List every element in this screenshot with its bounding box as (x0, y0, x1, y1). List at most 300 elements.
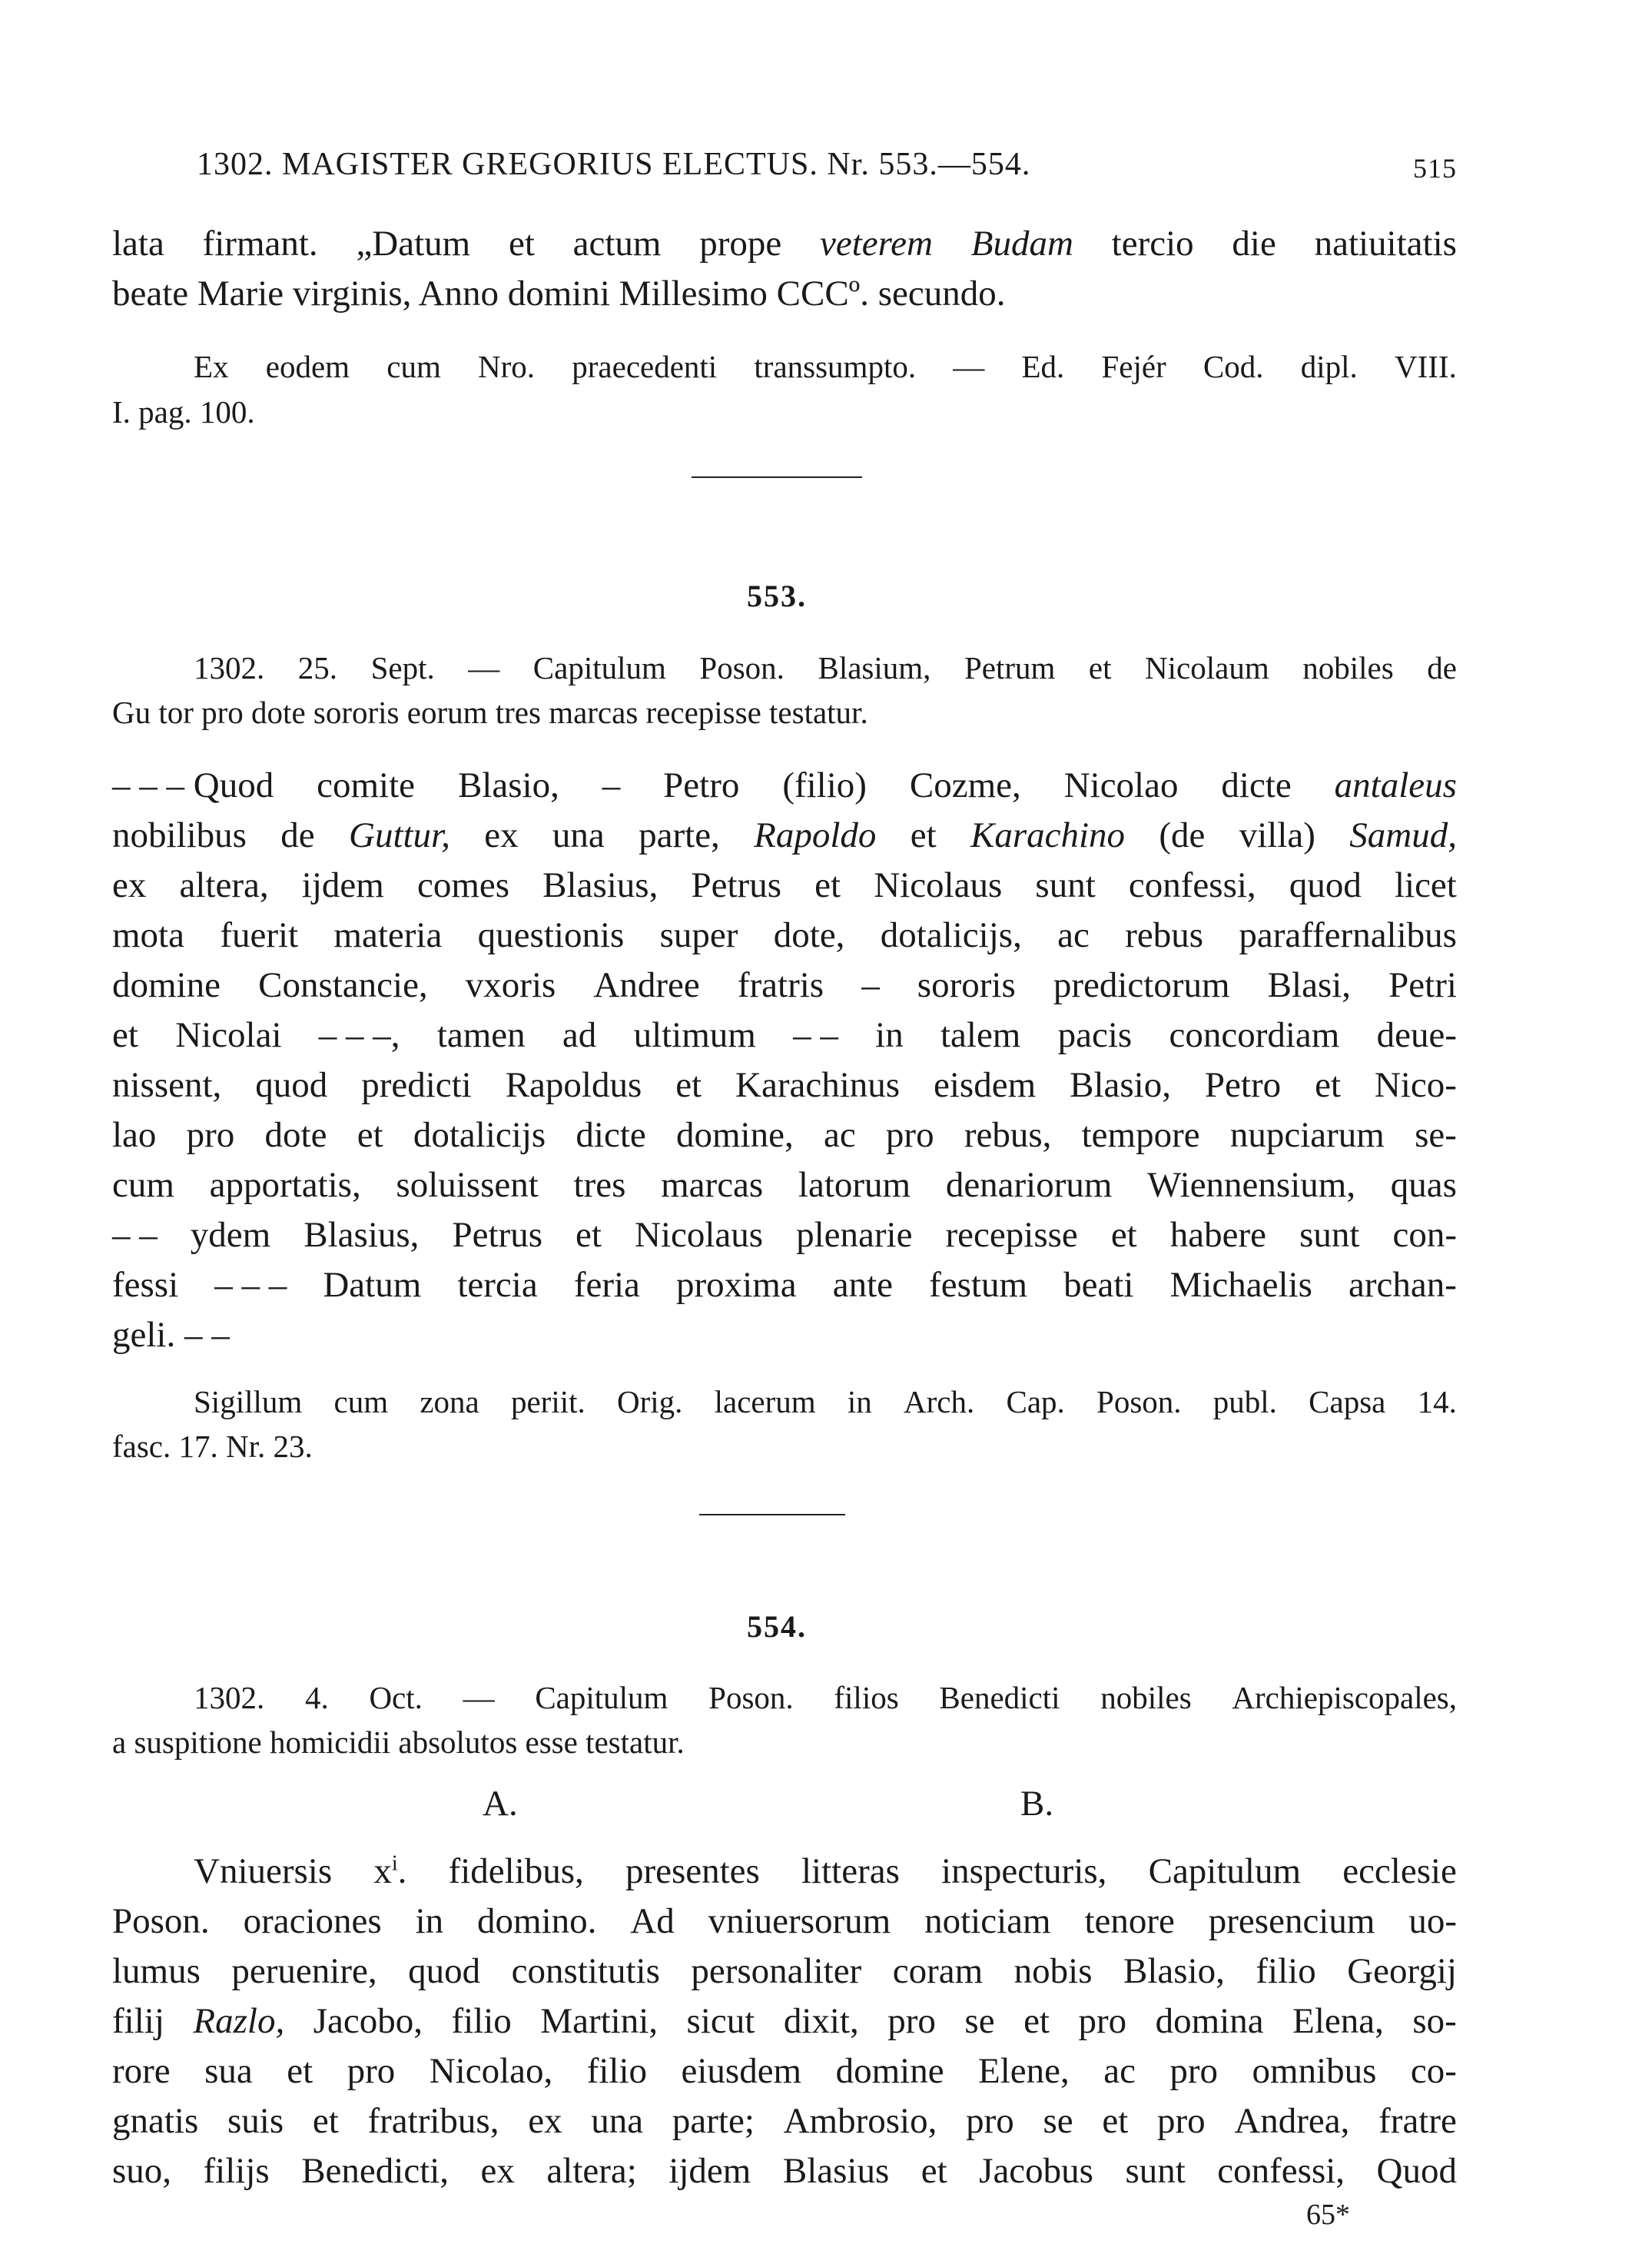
word: et (112, 1015, 138, 1055)
word: Poson. (112, 1901, 210, 1941)
word: concordiam (1169, 1015, 1340, 1055)
word: archan- (1348, 1265, 1457, 1305)
word: recepisse (945, 1215, 1078, 1255)
word: pro (1156, 2101, 1206, 2141)
word: dotalicijs (413, 1115, 546, 1155)
word: domino. (477, 1901, 597, 1941)
word: Rapoldus (505, 1065, 642, 1105)
word: sunt (1299, 1215, 1360, 1255)
word: prope (699, 224, 782, 264)
word: — (468, 650, 500, 685)
word: nissent, (112, 1065, 222, 1105)
running-head-title: 1302. MAGISTER GREGORIUS ELECTUS. Nr. 553.—554. (197, 147, 1031, 182)
source-note-line (194, 348, 1457, 385)
body-line (112, 223, 1457, 264)
word: eodem (265, 349, 350, 384)
word: beati (1063, 1265, 1134, 1305)
word: et (312, 2101, 339, 2141)
word: Fejér (1101, 349, 1166, 384)
column-label-b: B. (1020, 1784, 1054, 1824)
word: dote, (773, 915, 845, 955)
word: Blasio, (1123, 1951, 1225, 1991)
word: ex (528, 2101, 562, 2141)
word: parte; (672, 2101, 755, 2141)
word: suo, (112, 2151, 172, 2191)
word: Nicolaum (1145, 650, 1269, 685)
word: $x^i$. (373, 1851, 407, 1891)
word: pro (885, 1115, 934, 1155)
word: Nicolao (1063, 765, 1179, 805)
word: periit. (510, 1384, 585, 1419)
word: domine (835, 2051, 944, 2091)
body-line (112, 2100, 1457, 2142)
word: tenore (1084, 1901, 1175, 1941)
word: proxima (676, 1265, 797, 1305)
word: personaliter (691, 1951, 862, 1991)
word: domina (1155, 2001, 1264, 2041)
word: predicti (361, 1065, 472, 1105)
word: lacerum (714, 1384, 816, 1419)
word: una (552, 815, 605, 855)
word: mota (112, 915, 184, 955)
word: Constancie, (258, 965, 428, 1005)
word: omnibus (1252, 2051, 1377, 2091)
word: VIII. (1395, 349, 1457, 384)
word: 1302. (194, 1680, 265, 1715)
word: Capitulum (532, 650, 666, 685)
body-line (112, 1164, 1457, 1206)
word: Poson. (1096, 1384, 1182, 1419)
word: et (1088, 650, 1112, 685)
word: fratre (1378, 2101, 1457, 2141)
word: fratribus, (367, 2101, 499, 2141)
word: transsumpto. (754, 349, 917, 384)
word: suis (227, 2101, 284, 2141)
word: et (921, 2151, 947, 2191)
word: et (287, 2051, 313, 2091)
word: tempore (1081, 1115, 1200, 1155)
word: in (415, 1901, 444, 1941)
word: apportatis, (209, 1165, 361, 1205)
word: Nicolaus (635, 1215, 764, 1255)
word: quod (408, 1951, 481, 1991)
word: con- (1392, 1215, 1457, 1255)
word: Benedicti, (301, 2151, 449, 2191)
word: Martini, (540, 2001, 658, 2041)
word: Capitulum (535, 1680, 668, 1715)
word: ijdem (301, 865, 384, 905)
word: inspecturis, (941, 1851, 1107, 1891)
word: „Datum (356, 224, 471, 264)
source-note-line (194, 1383, 1457, 1420)
word: so- (1412, 2001, 1457, 2041)
word: natiuitatis (1314, 224, 1457, 264)
body-line (112, 1064, 1457, 1106)
word: plenarie (796, 1215, 913, 1255)
word: ac (823, 1115, 856, 1155)
word: dixit, (783, 2001, 859, 2041)
word: Andrea, (1234, 2101, 1350, 2141)
body-line (194, 1850, 1457, 1892)
word: fratris (737, 965, 824, 1005)
word: Nicolao, (429, 2051, 553, 2091)
source-note-line: fasc. 17. Nr. 23. (112, 1429, 313, 1464)
word: Vniuersis (194, 1851, 333, 1891)
word: Cozme, (909, 765, 1021, 805)
word: Ex (194, 349, 229, 384)
word: Quod (1376, 2151, 1457, 2191)
word: feria (573, 1265, 640, 1305)
entry-summary-line: Gu tor pro dote sororis eorum tres marcas recepisse testatur. (112, 695, 868, 730)
word: Petri (1388, 965, 1457, 1005)
entry-summary-line (194, 649, 1457, 686)
word: et (675, 1065, 702, 1105)
word: ante (832, 1265, 894, 1305)
word: altera, (179, 865, 269, 905)
word: ac (1057, 915, 1090, 955)
word: lao (112, 1115, 157, 1155)
word: Petro (663, 765, 740, 805)
word: oraciones (243, 1901, 382, 1941)
body-line (112, 1114, 1457, 1156)
page-number: 515 (1413, 153, 1457, 184)
word: ex (112, 865, 147, 905)
column-label-a: A. (483, 1784, 518, 1824)
word: dipl. (1300, 349, 1358, 384)
word: sunt (1125, 2151, 1186, 2191)
word: tamen (436, 1015, 526, 1055)
word: et (814, 865, 841, 905)
word: Blasius, (542, 865, 658, 905)
word: Blasio, (1070, 1065, 1171, 1105)
word: latorum (798, 1165, 911, 1205)
body-line (112, 1950, 1457, 1992)
word: in (875, 1015, 904, 1055)
body-line: beate Marie virginis, Anno domini Millesimo CCCº. secundo. (112, 274, 1006, 314)
word: vxoris (465, 965, 556, 1005)
word: eiusdem (681, 2051, 802, 2091)
word: Ambrosio, (783, 2101, 937, 2141)
word: domine, (675, 1115, 794, 1155)
word: dicte (576, 1115, 646, 1155)
word: et (357, 1115, 383, 1155)
word: filio (451, 2001, 512, 2041)
word: – – (793, 1015, 838, 1055)
body-line (112, 1900, 1457, 1942)
word: Datum (323, 1265, 422, 1305)
word: Nro. (478, 349, 536, 384)
word: Capitulum (1148, 1851, 1302, 1891)
word: Rapoldo (754, 815, 877, 855)
word: die (1232, 224, 1276, 264)
body-line (112, 1014, 1457, 1056)
word: quas (1390, 1165, 1457, 1205)
word: Jacobo, (313, 2001, 423, 2041)
word: – – – (214, 1265, 287, 1305)
word: nobiles (1100, 1680, 1192, 1715)
word: Razlo, (193, 2001, 285, 2041)
word: Andree (593, 965, 700, 1005)
word: parte, (639, 815, 720, 855)
word: cum (386, 349, 441, 384)
word: villa) (1239, 815, 1315, 855)
word: lata (112, 224, 164, 264)
word: Samud, (1349, 815, 1457, 855)
word: confessi, (1217, 2151, 1345, 2191)
word: Michaelis (1169, 1265, 1312, 1305)
word: antaleus (1334, 765, 1457, 805)
body-line (112, 1264, 1457, 1306)
word: filios (834, 1680, 899, 1715)
word: festum (929, 1265, 1028, 1305)
word: ex (484, 815, 519, 855)
word: — (463, 1680, 495, 1715)
word: (filio) (782, 765, 867, 805)
word: Cap. (1006, 1384, 1065, 1419)
body-line (112, 964, 1457, 1006)
word: tres (573, 1165, 626, 1205)
word: habere (1169, 1215, 1267, 1255)
word: Wiennensium, (1147, 1165, 1356, 1205)
word: Georgij (1347, 1951, 1457, 1991)
word: filijs (203, 2151, 270, 2191)
word: peruenire, (231, 1951, 377, 1991)
body-line (112, 815, 1457, 856)
word: et (910, 815, 937, 855)
word: Elena, (1292, 2001, 1384, 2041)
word: rore (112, 2051, 171, 2091)
word: eisdem (934, 1065, 1037, 1105)
word: ultimum (633, 1015, 756, 1055)
word: de (280, 815, 315, 855)
body-line (112, 2150, 1457, 2192)
word: de (1427, 650, 1457, 685)
word: Oct. (369, 1680, 423, 1715)
word: (de (1159, 815, 1206, 855)
word: – (602, 765, 621, 805)
word: fuerit (220, 915, 299, 955)
word: se (1043, 2101, 1073, 2141)
word: licet (1394, 865, 1457, 905)
word: pro (966, 2101, 1014, 2141)
entry-summary-line: a suspitione homicidii absolutos esse testatur. (112, 1724, 685, 1760)
word: firmant. (202, 224, 318, 264)
body-line: geli. – – (112, 1315, 230, 1355)
word: Petrum (964, 650, 1056, 685)
word: Ad (630, 1901, 675, 1941)
body-line (112, 2050, 1457, 2092)
word: in (847, 1384, 872, 1419)
word: rebus, (964, 1115, 1052, 1155)
word: quod (255, 1065, 328, 1105)
word: dotalicijs, (880, 915, 1022, 955)
word: pro (887, 2001, 936, 2041)
word: ecclesie (1342, 1851, 1457, 1891)
word: 1302. (194, 650, 265, 685)
word: se- (1415, 1115, 1457, 1155)
word: Poson. (708, 1680, 794, 1715)
body-line (112, 765, 1457, 806)
word: ijdem (668, 2151, 751, 2191)
body-line (112, 1214, 1457, 1256)
word: Jacobus (979, 2151, 1093, 2191)
word: pro (186, 1115, 235, 1155)
word: 14. (1417, 1384, 1457, 1419)
word: filio (586, 2051, 648, 2091)
word: ex (480, 2151, 515, 2191)
word: sicut (686, 2001, 755, 2041)
running-head (197, 138, 1457, 192)
word: 25. (297, 650, 338, 685)
word: altera; (546, 2151, 637, 2191)
word: 4. (304, 1680, 329, 1715)
word: litteras (801, 1851, 900, 1891)
word: comes (416, 865, 510, 905)
word: Poson. (699, 650, 785, 685)
word: — (953, 349, 985, 384)
word: fessi (112, 1265, 179, 1305)
word: Blasi, (1267, 965, 1352, 1005)
word: comite (317, 765, 416, 805)
word: vniuersorum (708, 1901, 891, 1941)
word: quod (1289, 865, 1362, 905)
word: Sigillum (194, 1384, 303, 1419)
word: noticiam (924, 1901, 1051, 1941)
word: presencium (1208, 1901, 1375, 1941)
source-note-line: I. pag. 100. (112, 394, 255, 430)
word: et (1110, 1215, 1137, 1255)
word: Blasius, (304, 1215, 420, 1255)
word: marcas (661, 1165, 764, 1205)
word: Archiepiscopales, (1232, 1680, 1457, 1715)
word: filio (1256, 1951, 1316, 1991)
word: Blasio, (457, 765, 559, 805)
body-line (112, 865, 1457, 906)
word: Nico- (1374, 1065, 1457, 1105)
word: co- (1410, 2051, 1457, 2091)
word: constitutis (511, 1951, 660, 1991)
word: Ed. (1021, 349, 1065, 384)
word: se (964, 2001, 995, 2041)
word: – – –, (318, 1015, 400, 1055)
word: sororis (917, 965, 1016, 1005)
word: Elene, (978, 2051, 1070, 2091)
word: paraffernalibus (1239, 915, 1457, 955)
word: – – – Quod (112, 765, 274, 805)
word: Petro (1204, 1065, 1282, 1105)
word: Cod. (1203, 349, 1264, 384)
word: denariorum (945, 1165, 1113, 1205)
word: actum (572, 224, 662, 264)
word: fidelibus, (448, 1851, 584, 1891)
word: ydem (190, 1215, 271, 1255)
word: pro (1078, 2001, 1127, 2041)
word: pro (1169, 2051, 1219, 2091)
word: uo- (1408, 1901, 1457, 1941)
word: Petrus (452, 1215, 542, 1255)
word: pro (347, 2051, 396, 2091)
word: et (576, 1215, 602, 1255)
word: predictorum (1053, 965, 1230, 1005)
word: tercia (457, 1265, 538, 1305)
word: et (1102, 2101, 1129, 2141)
word: Petrus (691, 865, 781, 905)
word: soluissent (396, 1165, 539, 1205)
word: Orig. (616, 1384, 683, 1419)
word: rebus (1125, 915, 1204, 955)
word: Arch. (904, 1384, 975, 1419)
word: et (1315, 1065, 1341, 1105)
word: Capsa (1309, 1384, 1386, 1419)
word: talem (940, 1015, 1021, 1055)
word: et (1023, 2001, 1050, 2041)
word: coram (892, 1951, 984, 1991)
word: confessi, (1128, 865, 1256, 905)
word: praecedenti (572, 349, 718, 384)
word: Benedicti (939, 1680, 1060, 1715)
entry-number: 554. (747, 1609, 807, 1644)
word: nobilibus (112, 815, 247, 855)
section-divider (699, 1514, 845, 1515)
word: Karachino (970, 815, 1126, 855)
word: publ. (1212, 1384, 1277, 1419)
signature-mark: 65* (1306, 2199, 1350, 2231)
word: Karachinus (735, 1065, 901, 1105)
word: – – (112, 1215, 158, 1255)
word: tercio (1111, 224, 1194, 264)
word: sunt (1035, 865, 1096, 905)
word: questionis (477, 915, 625, 955)
word: et (508, 224, 535, 264)
word: gnatis (112, 2101, 199, 2141)
word: pacis (1057, 1015, 1133, 1055)
word: super (659, 915, 738, 955)
word: deue- (1376, 1015, 1457, 1055)
entry-number: 553. (747, 579, 807, 613)
word: dicte (1221, 765, 1292, 805)
body-line (112, 2000, 1457, 2042)
word: lumus (112, 1951, 201, 1991)
body-line (112, 914, 1457, 956)
word: dote (264, 1115, 327, 1155)
word: presentes (625, 1851, 760, 1891)
entry-summary-line (194, 1679, 1457, 1716)
word: ad (562, 1015, 597, 1055)
word: nupciarum (1229, 1115, 1385, 1155)
word: domine (112, 965, 221, 1005)
word: Blasium, (818, 650, 931, 685)
word: Guttur, (349, 815, 450, 855)
word: ac (1103, 2051, 1136, 2091)
word: materia (333, 915, 443, 955)
word: Budam (970, 224, 1073, 264)
word: cum (112, 1165, 174, 1205)
word: zona (420, 1384, 479, 1419)
word: sua (204, 2051, 253, 2091)
section-divider (692, 476, 862, 478)
word: Nicolaus (874, 865, 1003, 905)
word: nobiles (1302, 650, 1394, 685)
word: una (591, 2101, 644, 2141)
word: Blasius (782, 2151, 890, 2191)
word: cum (333, 1384, 389, 1419)
word: filij (112, 2001, 164, 2041)
word: Sept. (370, 650, 435, 685)
word: nobis (1013, 1951, 1093, 1991)
word: – (861, 965, 880, 1005)
word: veterem (820, 224, 933, 264)
word: Nicolai (175, 1015, 282, 1055)
